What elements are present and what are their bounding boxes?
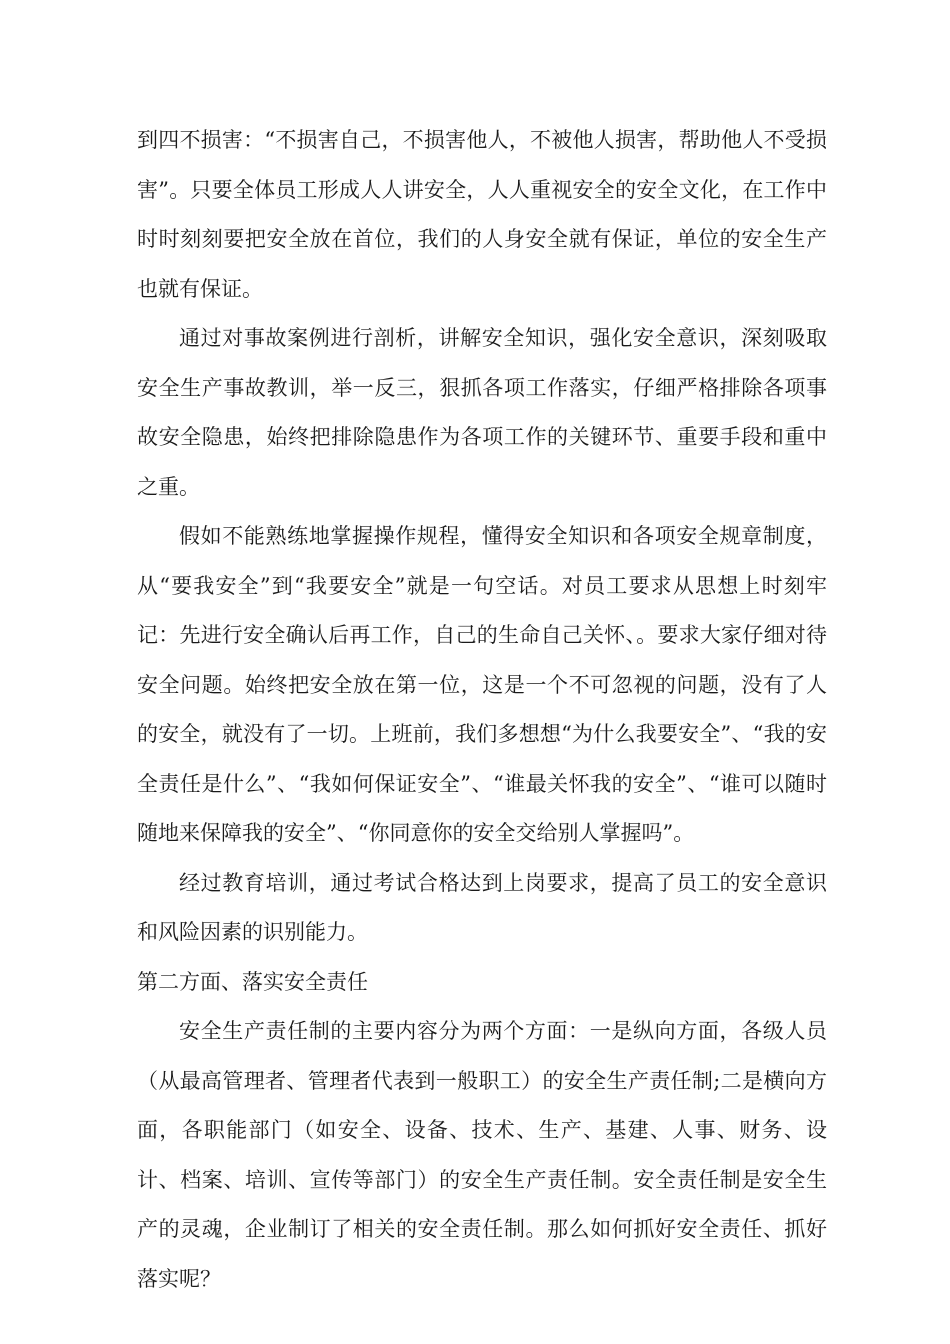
paragraph: 安全生产责任制的主要内容分为两个方面：一是纵向方面，各级人员（从最高管理者、管理者代表到一般职工）的安全生产责任制;二是横向方面，各职能部门（如安全、设备、技术、生产、基建、人事、财务、设计、档案、培训、宣传等部门）的安全生产责任制。安全责任制是安全生产的灵魂，企业制订了相关的安全责任制。那么如何抓好安全责任、抓好落实呢？: [137, 1019, 827, 1291]
paragraph: 到四不损害：“不损害自己，不损害他人，不被他人损害，帮助他人不受损害”。只要全体员工形成人人讲安全，人人重视安全的安全文化，在工作中时时刻刻要把安全放在首位，我们的人身安全就有保证，单位的安全生产也就有保证。: [137, 128, 827, 301]
paragraph: 经过教育培训，通过考试合格达到上岗要求，提高了员工的安全意识和风险因素的识别能力。: [137, 870, 827, 944]
document-body: [137, 116, 827, 1304]
paragraph: 通过对事故案例进行剖析，讲解安全知识，强化安全意识，深刻吸取安全生产事故教训，举一反三，狠抓各项工作落实，仔细严格排除各项事故安全隐患，始终把排除隐患作为各项工作的关键环节、重要手段和重中之重。: [137, 326, 827, 499]
section-heading: 第二方面、落实安全责任: [137, 969, 368, 994]
paragraph: 假如不能熟练地掌握操作规程，懂得安全知识和各项安全规章制度，从“要我安全”到“我要安全”就是一句空话。对员工要求从思想上时刻牢记：先进行安全确认后再工作，自己的生命自己关怀、。要求大家仔细对待安全问题。始终把安全放在第一位，这是一个不可忽视的问题，没有了人的安全，就没有了一切。上班前，我们多想想“为什么我要安全”、“我的安全责任是什么”、“我如何保证安全”、“谁最关怀我的安全”、“谁可以随时随地来保障我的安全”、“你同意你的安全交给别人掌握吗”。: [137, 524, 827, 845]
